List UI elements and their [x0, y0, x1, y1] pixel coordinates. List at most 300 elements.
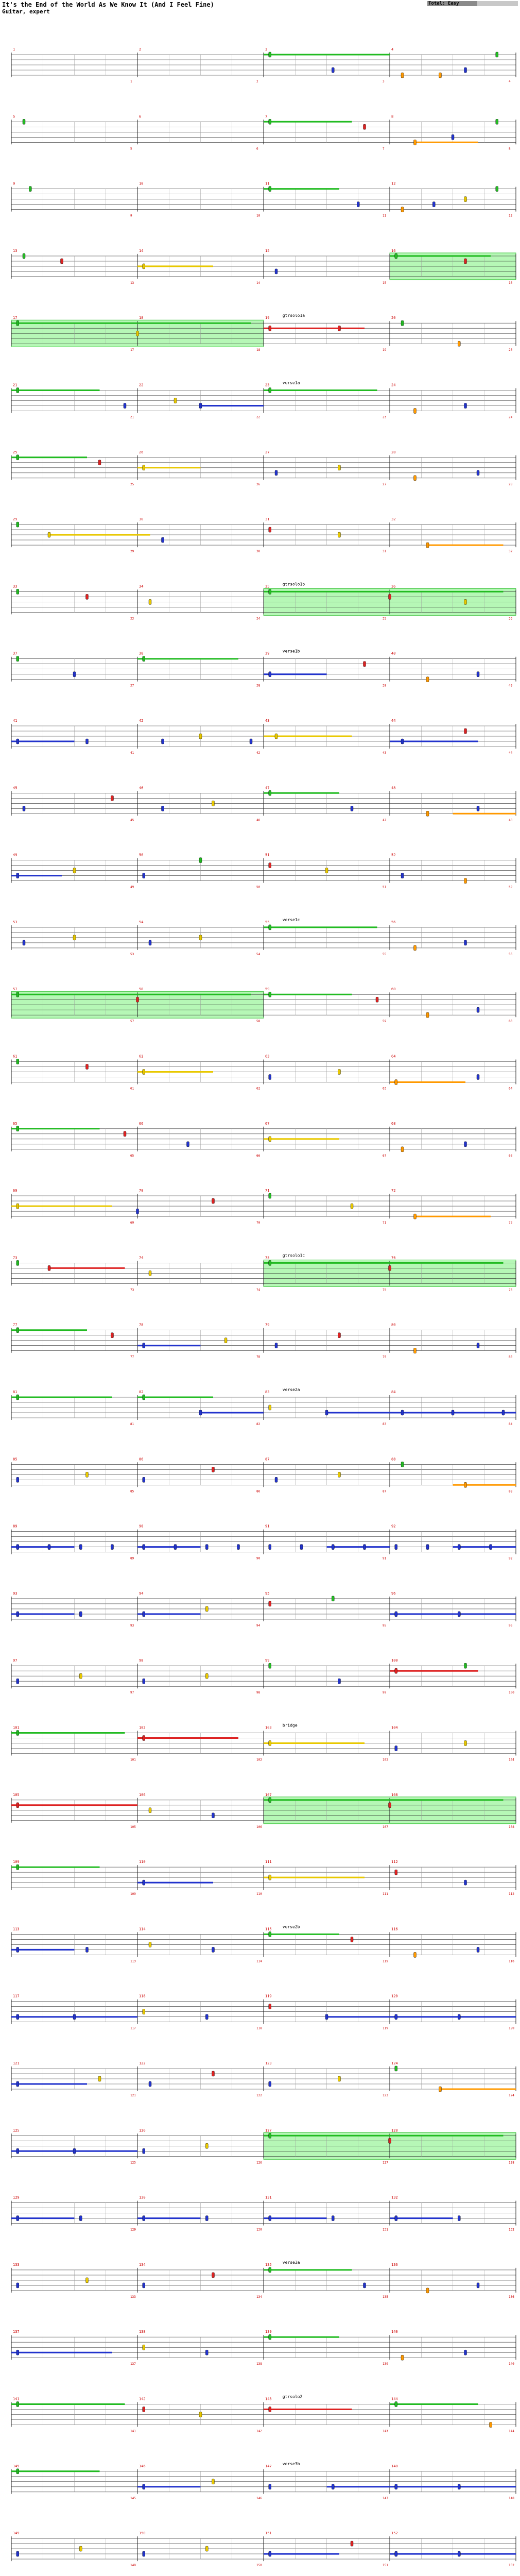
note-gem [477, 806, 479, 811]
chart-row [11, 582, 516, 620]
song-subtitle: Guitar, expert [2, 8, 50, 15]
measure-time-label: 130 [256, 2228, 262, 2232]
note-gem [426, 2288, 429, 2293]
measure-time-label: 25 [130, 482, 134, 486]
measure-time-label: 140 [509, 2362, 514, 2366]
note-gem [143, 1736, 145, 1741]
measure-number: 107 [265, 1792, 272, 1797]
measure-number: 52 [391, 853, 396, 857]
chart-row [11, 1253, 516, 1292]
measure-number: 115 [265, 1927, 272, 1931]
measure-number: 145 [13, 2464, 20, 2468]
measure-time-label: 99 [383, 1691, 387, 1695]
measure-time-label: 6 [256, 147, 258, 151]
measure-time-label: 92 [509, 1556, 513, 1561]
note-gem [477, 1947, 479, 1952]
note-gem [16, 1679, 19, 1684]
chart-row [11, 114, 516, 150]
measure-time-label: 50 [256, 885, 261, 889]
measure-time-label: 133 [130, 2295, 136, 2299]
measure-number: 111 [265, 1860, 272, 1865]
measure-time-label: 78 [256, 1355, 261, 1359]
note-gem [86, 1064, 89, 1070]
measure-time-label: 15 [383, 281, 387, 285]
note-gem [401, 207, 404, 212]
chart-row [11, 2531, 516, 2567]
measure-number: 10 [139, 181, 144, 186]
note-gem [269, 1601, 271, 1606]
measure-time-label: 47 [383, 818, 387, 822]
note-gem [86, 594, 89, 599]
measure-time-label: 124 [509, 2094, 514, 2097]
measure-time-label: 77 [130, 1355, 134, 1359]
note-gem [143, 2283, 145, 2288]
measure-number: 27 [265, 450, 270, 454]
measure-number: 53 [13, 920, 18, 924]
note-gem [269, 672, 271, 677]
measure-time-label: 38 [256, 684, 261, 688]
measure-time-label: 89 [130, 1556, 134, 1561]
measure-time-label: 116 [509, 1959, 514, 1963]
note-gem [363, 2283, 366, 2288]
note-gem [496, 187, 498, 192]
note-gem [143, 2551, 145, 2556]
measure-time-label: 151 [383, 2564, 388, 2568]
measure-time-label: 131 [383, 2228, 388, 2232]
note-gem [269, 589, 271, 594]
note-gem [414, 409, 417, 414]
note-gem [464, 728, 467, 734]
measure-time-label: 36 [509, 617, 513, 621]
measure-time-label: 23 [383, 415, 387, 419]
measure-time-label: 95 [383, 1623, 387, 1628]
measure-number: 62 [139, 1054, 144, 1059]
measure-number: 114 [139, 1927, 146, 1931]
chart-row [11, 2128, 516, 2164]
measure-number: 7 [265, 114, 268, 119]
measure-number: 82 [139, 1390, 144, 1394]
measure-number: 78 [139, 1323, 144, 1327]
measure-number: 31 [265, 517, 270, 522]
measure-time-label: 76 [509, 1288, 513, 1292]
measure-time-label: 115 [383, 1959, 388, 1963]
note-gem [250, 739, 252, 744]
measure-number: 32 [391, 517, 396, 522]
note-gem [275, 470, 278, 476]
measure-number: 104 [391, 1725, 398, 1730]
note-gem [16, 1126, 19, 1131]
note-gem [464, 67, 467, 73]
note-gem [401, 73, 404, 78]
note-gem [212, 2071, 215, 2076]
note-gem [464, 1741, 467, 1746]
note-gem [48, 1265, 50, 1270]
section-label: verse3b [282, 2461, 300, 2466]
note-gem [464, 2350, 467, 2355]
measure-number: 76 [391, 1256, 396, 1260]
note-gem [269, 1875, 271, 1880]
section-label: verse2b [282, 1924, 300, 1929]
note-gem [464, 878, 467, 884]
measure-number: 100 [391, 1658, 398, 1663]
measure-number: 37 [13, 651, 18, 656]
note-gem [401, 1147, 404, 1152]
measure-number: 17 [13, 316, 18, 320]
note-gem [464, 259, 467, 264]
section-label: gtrsolo2 [282, 2394, 303, 2399]
measure-number: 61 [13, 1054, 18, 1059]
measure-number: 89 [13, 1524, 18, 1529]
measure-number: 16 [391, 248, 396, 253]
note-gem [143, 656, 145, 662]
note-gem [439, 2087, 442, 2092]
measure-number: 67 [265, 1121, 270, 1126]
measure-number: 58 [139, 987, 144, 992]
measure-number: 29 [13, 517, 18, 522]
measure-number: 6 [139, 114, 142, 119]
measure-number: 51 [265, 853, 270, 857]
measure-number: 102 [139, 1725, 146, 1730]
note-gem [300, 1545, 303, 1550]
measure-time-label: 114 [256, 1959, 262, 1963]
note-gem [212, 1947, 215, 1952]
note-gem [458, 2014, 460, 2020]
measure-time-label: 127 [383, 2161, 388, 2165]
note-gem [199, 2412, 202, 2417]
measure-number: 79 [265, 1323, 270, 1327]
note-gem [351, 1937, 353, 1942]
note-gem [269, 863, 271, 868]
measure-time-label: 90 [256, 1556, 261, 1561]
note-gem [73, 672, 76, 677]
note-gem [363, 124, 366, 129]
measure-number: 21 [13, 383, 18, 387]
measure-time-label: 88 [509, 1489, 513, 1494]
measure-time-label: 10 [256, 214, 261, 218]
measure-number: 120 [391, 1994, 398, 1998]
measure-time-label: 141 [130, 2429, 136, 2433]
chart-row [11, 1723, 516, 1762]
note-gem [162, 537, 164, 543]
measure-number: 141 [13, 2397, 20, 2401]
measure-number: 20 [391, 316, 396, 320]
note-gem [351, 2541, 353, 2546]
note-gem [269, 388, 271, 393]
measure-number: 24 [391, 383, 396, 387]
measure-time-label: 112 [509, 1892, 514, 1896]
chart-row [11, 182, 516, 218]
measure-time-label: 3 [383, 80, 385, 83]
measure-number: 144 [391, 2397, 398, 2401]
note-gem [212, 1467, 215, 1472]
note-gem [464, 1482, 467, 1487]
note-gem [199, 858, 202, 863]
measure-time-label: 147 [383, 2496, 388, 2500]
measure-number: 63 [265, 1054, 270, 1059]
measure-time-label: 129 [130, 2228, 136, 2232]
note-gem [143, 1070, 145, 1075]
note-gem [16, 1947, 19, 1952]
measure-number: 143 [265, 2397, 272, 2401]
chart-row [11, 1524, 516, 1561]
chart-row [11, 2330, 516, 2366]
note-gem [464, 940, 467, 945]
measure-time-label: 31 [383, 550, 387, 554]
measure-number: 96 [391, 1591, 396, 1596]
note-gem [143, 2216, 145, 2221]
note-gem [212, 1198, 215, 1204]
note-gem [205, 2014, 208, 2020]
measure-number: 87 [265, 1457, 270, 1462]
measure-time-label: 66 [256, 1154, 261, 1158]
measure-number: 105 [13, 1792, 20, 1797]
note-gem [269, 2081, 271, 2087]
measure-time-label: 37 [130, 684, 134, 688]
chart-row [11, 987, 516, 1023]
note-gem [79, 1673, 82, 1679]
note-gem [464, 1880, 467, 1885]
note-gem [395, 2066, 397, 2071]
note-gem [338, 1679, 341, 1684]
measure-time-label: 98 [256, 1691, 261, 1695]
note-gem [16, 739, 19, 744]
chart-row [11, 450, 516, 486]
note-gem [338, 465, 341, 470]
note-gem [212, 801, 215, 806]
note-gem [395, 1746, 397, 1751]
note-gem [490, 2422, 492, 2428]
measure-time-label: 72 [509, 1221, 513, 1225]
note-gem [143, 1880, 145, 1885]
measure-number: 149 [13, 2531, 20, 2536]
note-gem [16, 2469, 19, 2474]
note-gem [237, 1545, 240, 1550]
chart-row [11, 719, 516, 755]
measure-number: 23 [265, 383, 270, 387]
measure-number: 97 [13, 1658, 18, 1663]
chart-row [11, 381, 516, 419]
measure-time-label: 27 [383, 482, 387, 486]
measure-time-label: 9 [130, 214, 132, 218]
measure-time-label: 86 [256, 1489, 261, 1494]
measure-time-label: 79 [383, 1355, 387, 1359]
note-gem [477, 672, 479, 677]
measure-time-label: 100 [509, 1691, 514, 1695]
measure-number: 113 [13, 1927, 20, 1931]
note-gem [149, 940, 151, 945]
measure-time-label: 145 [130, 2496, 136, 2500]
note-gem [269, 1931, 271, 1937]
measure-number: 147 [265, 2464, 272, 2468]
measure-number: 66 [139, 1121, 144, 1126]
measure-number: 99 [265, 1658, 270, 1663]
measure-number: 119 [265, 1994, 272, 1998]
note-gem [426, 1012, 429, 1018]
chart-row [11, 1793, 516, 1829]
measure-time-label: 44 [509, 751, 513, 755]
note-gem [395, 1870, 397, 1875]
note-gem [464, 197, 467, 202]
measure-time-label: 108 [509, 1825, 514, 1829]
measure-time-label: 113 [130, 1959, 136, 1963]
measure-number: 38 [139, 651, 144, 656]
note-gem [452, 134, 454, 140]
measure-number: 84 [391, 1390, 396, 1394]
note-gem [205, 1673, 208, 1679]
measure-number: 28 [391, 450, 396, 454]
measure-time-label: 136 [509, 2295, 514, 2299]
measure-time-label: 101 [130, 1758, 136, 1762]
note-gem [458, 2216, 460, 2221]
measure-time-label: 58 [256, 1020, 261, 1024]
measure-time-label: 132 [509, 2228, 514, 2232]
note-gem [269, 992, 271, 997]
section-label: gtrsolo1c [282, 1253, 305, 1258]
note-gem [205, 2216, 208, 2221]
section-label: verse2a [282, 1387, 300, 1392]
measure-time-label: 46 [256, 818, 261, 822]
measure-time-label: 8 [509, 147, 511, 151]
measure-time-label: 32 [509, 550, 513, 554]
measure-time-label: 97 [130, 1691, 134, 1695]
note-gem [205, 1545, 208, 1550]
measure-number: 30 [139, 517, 144, 522]
measure-time-label: 63 [383, 1087, 387, 1091]
note-gem [464, 599, 467, 604]
measure-time-label: 87 [383, 1489, 387, 1494]
note-gem [332, 1596, 334, 1601]
measure-number: 44 [391, 719, 396, 723]
note-gem [149, 1270, 151, 1276]
measure-time-label: 146 [256, 2496, 262, 2500]
chart-row [11, 1658, 516, 1694]
measure-time-label: 85 [130, 1489, 134, 1494]
measure-time-label: 17 [130, 348, 134, 352]
measure-number: 133 [13, 2262, 20, 2267]
measure-time-label: 57 [130, 1020, 134, 1024]
measure-time-label: 19 [383, 348, 387, 352]
measure-number: 132 [391, 2195, 398, 2200]
measure-number: 101 [13, 1725, 20, 1730]
measure-number: 15 [265, 248, 270, 253]
measure-number: 41 [13, 719, 18, 723]
measure-number: 71 [265, 1189, 270, 1193]
section-label: bridge [282, 1723, 298, 1728]
note-gem [187, 1142, 189, 1147]
chart-row [11, 249, 516, 285]
measure-number: 134 [139, 2262, 146, 2267]
note-gem [395, 1080, 397, 1085]
measure-time-label: 152 [509, 2564, 514, 2568]
measure-time-label: 65 [130, 1154, 134, 1158]
note-gem [426, 811, 429, 816]
note-gem [432, 202, 435, 207]
note-gem [269, 1193, 271, 1198]
note-gem [477, 2283, 479, 2288]
note-gem [496, 119, 498, 124]
measure-number: 68 [391, 1121, 396, 1126]
measure-number: 47 [265, 786, 270, 790]
note-gem [395, 2402, 397, 2407]
measure-number: 45 [13, 786, 18, 790]
note-gem [73, 2014, 76, 2020]
measure-time-label: 43 [383, 751, 387, 755]
note-gem [401, 320, 404, 326]
note-gem [23, 940, 25, 945]
note-gem [149, 2081, 151, 2087]
measure-number: 33 [13, 584, 18, 589]
note-gem [143, 1477, 145, 1482]
note-gem [376, 997, 378, 1002]
measure-time-label: 73 [130, 1288, 134, 1292]
measure-time-label: 123 [383, 2094, 388, 2097]
note-gem [16, 2551, 19, 2556]
note-gem [23, 119, 25, 124]
measure-number: 142 [139, 2397, 146, 2401]
note-gem [477, 1007, 479, 1012]
note-gem [269, 1798, 271, 1803]
note-gem [86, 1472, 89, 1477]
note-gem [16, 1612, 19, 1617]
note-gem [439, 73, 442, 78]
measure-number: 73 [13, 1256, 18, 1260]
measure-number: 26 [139, 450, 144, 454]
measure-number: 54 [139, 920, 144, 924]
note-gem [16, 522, 19, 527]
measure-time-label: 4 [509, 80, 511, 83]
note-gem [212, 1813, 215, 1818]
note-gem [143, 873, 145, 878]
measure-time-label: 142 [256, 2429, 262, 2433]
measure-number: 127 [265, 2128, 272, 2133]
note-gem [332, 1545, 334, 1550]
measure-number: 148 [391, 2464, 398, 2468]
note-gem [16, 2283, 19, 2288]
measure-number: 128 [391, 2128, 398, 2133]
note-gem [16, 2148, 19, 2154]
measure-number: 70 [139, 1189, 144, 1193]
measure-number: 69 [13, 1189, 18, 1193]
note-gem [143, 2148, 145, 2154]
measure-number: 14 [139, 248, 144, 253]
measure-number: 88 [391, 1457, 396, 1462]
chart-row [11, 47, 516, 83]
note-gem [269, 119, 271, 124]
measure-number: 42 [139, 719, 144, 723]
measure-number: 59 [265, 987, 270, 992]
note-gem [16, 1865, 19, 1870]
measure-number: 124 [391, 2061, 398, 2065]
measure-time-label: 125 [130, 2161, 136, 2165]
measure-time-label: 11 [383, 214, 387, 218]
measure-time-label: 137 [130, 2362, 136, 2366]
measure-number: 95 [265, 1591, 270, 1596]
note-gem [338, 2076, 341, 2081]
measure-number: 86 [139, 1457, 144, 1462]
note-gem [325, 2014, 328, 2020]
note-gem [338, 1472, 341, 1477]
note-gem [199, 734, 202, 739]
measure-number: 146 [139, 2464, 146, 2468]
note-gem [143, 465, 145, 470]
note-gem [395, 2551, 397, 2556]
measure-number: 9 [13, 181, 15, 186]
note-gem [149, 599, 151, 604]
note-gem [395, 2014, 397, 2020]
note-gem [338, 1070, 341, 1075]
measure-time-label: 143 [383, 2429, 388, 2433]
measure-number: 5 [13, 114, 15, 119]
